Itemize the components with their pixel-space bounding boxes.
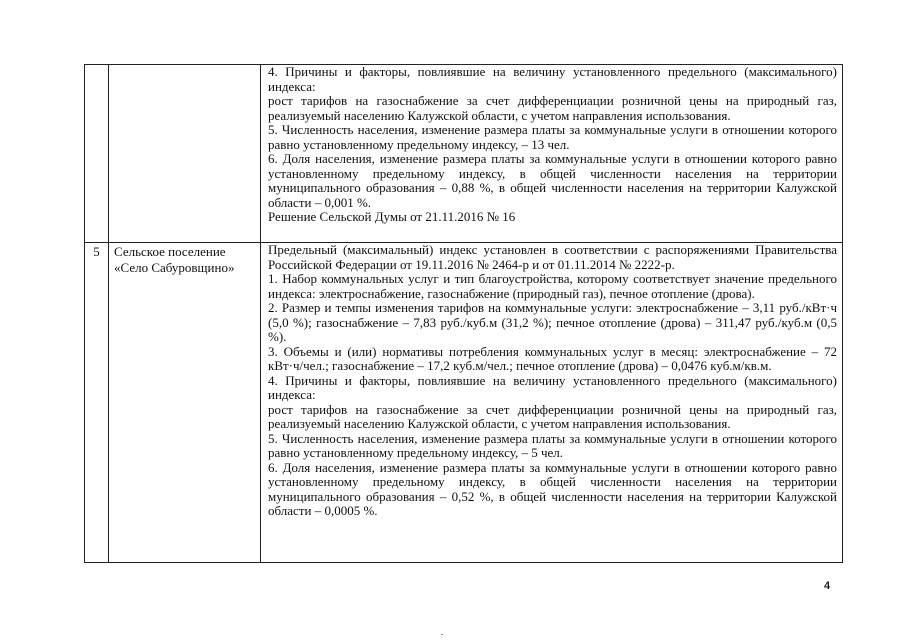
row-number: 5 — [85, 243, 109, 563]
decision-reference: Решение Сельской Думы от 21.11.2016 № 16 — [268, 209, 516, 224]
paragraph: Предельный (максимальный) индекс установлен в соответствии с распоряжениями Правительства Российской Федерации от 19.11.2016 № 2464-р и от 01.11.2014 № 2222-р. — [268, 242, 837, 272]
settlement-name — [109, 65, 261, 243]
scan-speck — [441, 634, 443, 635]
paragraph: 3. Объемы и (или) нормативы потребления коммунальных услуг в месяц: электроснабжение – 72 кВт·ч/чел.; газоснабжение – 17,2 куб.м/чел.; печное отопление (дрова) – 0,0476 куб.м/кв.м. — [268, 343, 837, 373]
paragraph: 2. Размер и темпы изменения тарифов на коммунальные услуги: электроснабжение – 3,11 руб./кВт·ч (5,0 %); газоснабжение – 7,83 руб./куб.м (31,2 %); печное отопление (дрова) – 311,47 руб./куб.м (0,5 %). — [268, 300, 837, 344]
settlement-name: Сельское поселение «Село Сабуровщино» — [109, 243, 261, 563]
row-number — [85, 65, 109, 243]
index-details-cell — [261, 65, 843, 243]
table-row — [85, 65, 843, 243]
paragraph: 5. Численность населения, изменение размера платы за коммунальные услуги в отношении которого равно установленному предельному индексу, – 5 чел. — [268, 430, 837, 460]
paragraph: 1. Набор коммунальных услуг и тип благоустройства, которому соответствует значение предельного индекса: электроснабжение, газоснабжение (природный газ), печное отопление (дрова). — [268, 271, 837, 301]
index-details-cell — [261, 243, 843, 563]
paragraph: 4. Причины и факторы, повлиявшие на величину установленного предельного (максимального) индекса: — [268, 64, 837, 94]
paragraph: 6. Доля населения, изменение размера платы за коммунальные услуги в отношении которого равно установленному предельному индексу, в общей численности населения на территории муниципального образования – 0,52 %, в общей численности населения на территории Калужской области – 0,0005 %. — [268, 459, 837, 518]
paragraph: рост тарифов на газоснабжение за счет дифференциации розничной цены на природный газ, реализуемый населению Калужской области, с учетом направления использования. — [268, 401, 837, 431]
document-table — [84, 64, 843, 563]
paragraph: 5. Численность населения, изменение размера платы за коммунальные услуги в отношении которого равно установленному предельному индексу, – 13 чел. — [268, 122, 837, 152]
table-row — [85, 243, 843, 563]
page-number: 4 — [824, 580, 831, 592]
paragraph: 6. Доля населения, изменение размера платы за коммунальные услуги в отношении которого равно установленному предельному индексу, в общей численности населения на территории муниципального образования – 0,88 %, в общей численности населения на территории Калужской области – 0,001 %. — [268, 151, 837, 210]
paragraph: 4. Причины и факторы, повлиявшие на величину установленного предельного (максимального) индекса: — [268, 372, 837, 402]
paragraph: рост тарифов на газоснабжение за счет дифференциации розничной цены на природный газ, реализуемый населению Калужской области, с учетом направления использования. — [268, 93, 837, 123]
